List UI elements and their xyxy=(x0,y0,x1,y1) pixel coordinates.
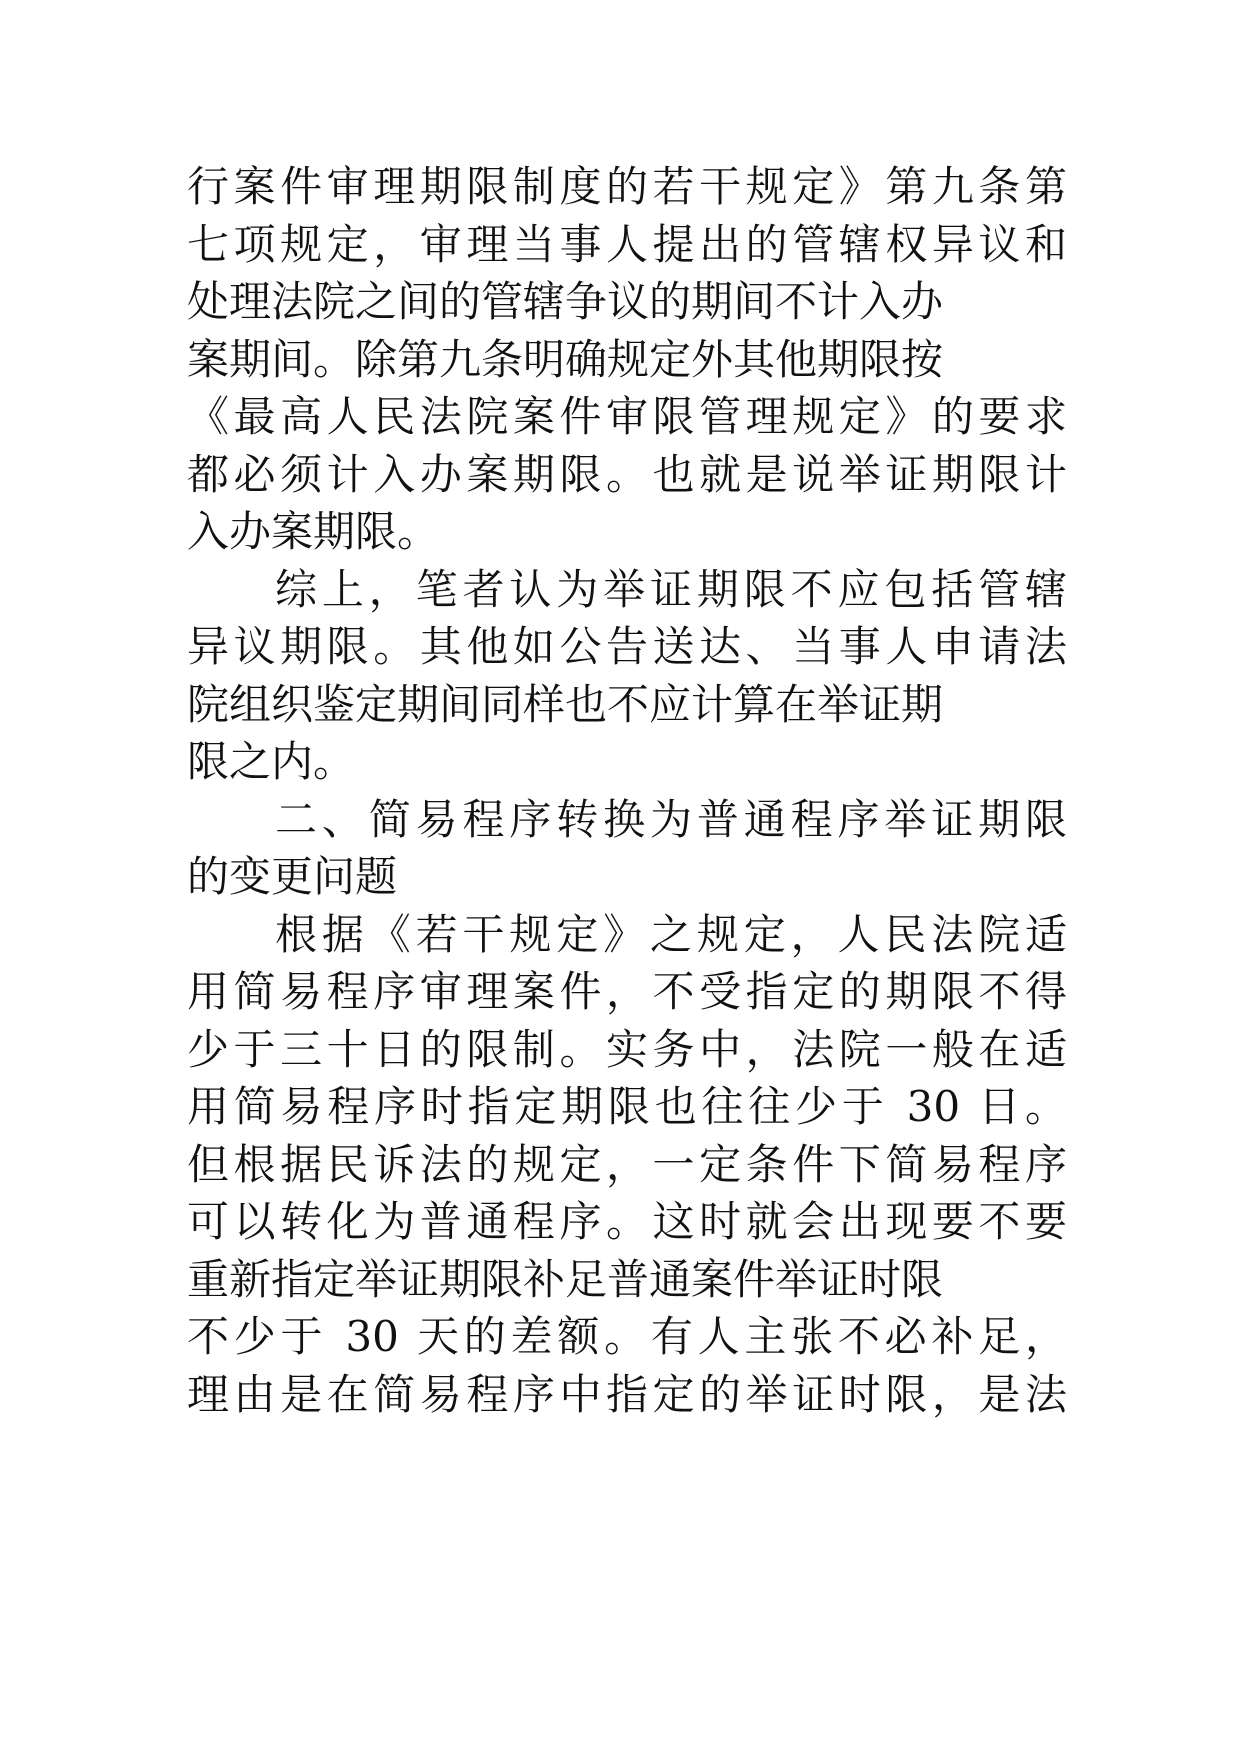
text-line: 都必须计入办案期限。也就是说举证期限计 xyxy=(187,449,1067,499)
paragraph-simplified-procedure xyxy=(187,906,1067,1424)
paragraph-jurisdiction-period xyxy=(187,158,1067,561)
text-line: 异议期限。其他如公告送达、当事人申请法 xyxy=(187,622,1067,671)
text-line: 但根据民诉法的规定，一定条件下简易程序 xyxy=(187,1139,1067,1189)
text-line: 重新指定举证期限补足普通案件举证时限 xyxy=(187,1254,944,1304)
paragraph-summary xyxy=(187,561,1067,791)
text-line: 案期间。除第九条明确规定外其他期限按 xyxy=(187,334,944,384)
text-line: 用简易程序时指定期限也往往少于 30 日。 xyxy=(187,1082,1067,1131)
text-line: 可以转化为普通程序。这时就会出现要不要 xyxy=(187,1197,1067,1246)
text-line: 处理法院之间的管辖争议的期间不计入办 xyxy=(187,277,944,326)
section-heading-simplified-procedure xyxy=(187,791,1067,906)
text-line: 七项规定，审理当事人提出的管辖权异议和 xyxy=(187,219,1067,269)
text-line: 理由是在简易程序中指定的举证时限，是法 xyxy=(187,1369,1067,1419)
heading-line: 的变更问题 xyxy=(187,852,398,901)
text-line: 入办案期限。 xyxy=(187,507,440,556)
text-line: 《最高人民法院案件审限管理规定》的要求 xyxy=(187,392,1067,441)
text-line: 综上，笔者认为举证期限不应包括管辖 xyxy=(275,564,1067,614)
text-line: 用简易程序审理案件，不受指定的期限不得 xyxy=(187,967,1067,1016)
heading-line: 二、简易程序转换为普通程序举证期限 xyxy=(275,794,1067,844)
text-line: 限之内。 xyxy=(187,737,356,786)
text-line: 根据《若干规定》之规定，人民法院适 xyxy=(275,909,1067,959)
text-line: 不少于 30 天的差额。有人主张不必补足， xyxy=(187,1312,1067,1361)
document-body xyxy=(187,158,1067,1423)
text-line: 院组织鉴定期间同样也不应计算在举证期 xyxy=(187,679,944,729)
text-line: 行案件审理期限制度的若干规定》第九条第 xyxy=(187,162,1067,211)
text-line: 少于三十日的限制。实务中，法院一般在适 xyxy=(187,1024,1067,1074)
